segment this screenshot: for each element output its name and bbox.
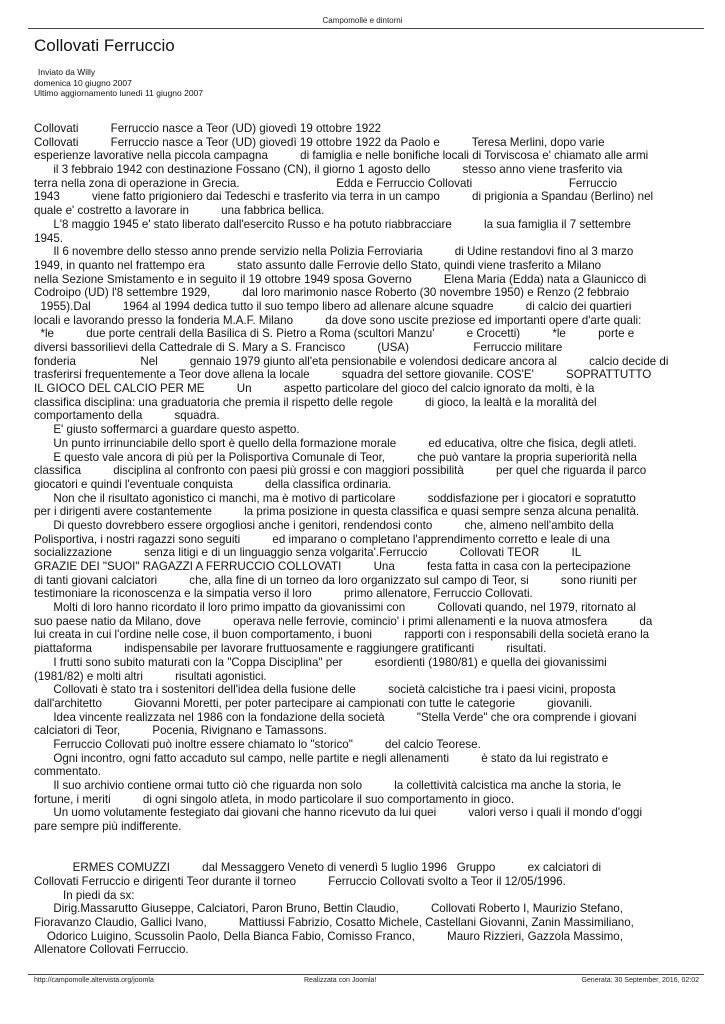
body-line: E questo vale ancora di più per la Polisportiva Comunale di Teor, che può vantare la propria superiorità nella	[34, 450, 637, 464]
header-divider	[28, 28, 704, 29]
body-line: pare sempre più indifferente.	[34, 820, 182, 834]
body-line: 1943 viene fatto prigioniero dai Tedeschi e trasferito via terra in un campo di prigionia a Spandau (Berlino) nel	[34, 190, 654, 204]
author-line: Inviato da Willy	[38, 67, 96, 77]
body-line	[34, 834, 725, 848]
body-line: E' giusto soffermarci a guardare questo aspetto.	[34, 423, 300, 437]
body-line: Allenatore Collovati Ferruccio.	[34, 943, 189, 957]
article-meta	[34, 67, 203, 99]
footer-made-with: Realizzata con Joomla!	[304, 977, 377, 984]
site-name: Campomolle e dintorni	[322, 16, 403, 25]
body-line: esperienze lavorative nella piccola campagna di famiglia e nelle bonifiche locali di Torviscosa e' chiamato alle armi	[34, 149, 649, 163]
body-line: il 3 febbraio 1942 con destinazione Fossano (CN), il giorno 1 agosto dello stesso anno viene trasferito via	[34, 163, 623, 177]
body-line: I frutti sono subito maturati con la "Coppa Disciplina" per esordienti (1980/81) e quella dei giovanissimi	[34, 655, 607, 669]
body-line	[34, 847, 725, 861]
body-line: Il suo archivio contiene ormai tutto ciò che riguarda non solo la collettività calcistica ma anche la storia, le	[34, 779, 622, 792]
body-line: Codroipo (UD) l'8 settembre 1929, dal loro marimonio nasce Roberto (30 novembre 1950) e Renzo (2 febbraio	[34, 286, 630, 300]
body-line: Collovati Ferruccio e dirigenti Teor durante il torneo Ferruccio Collovati svolto a Teor il 12/05/1996.	[34, 874, 566, 888]
footer-url: http://campomolle.altervista.org/joomla	[34, 977, 154, 984]
body-line: 1955).Dal 1964 al 1994 dedica tutto il suo tempo libero ad allenare alcune squadre di calcio dei quartieri	[34, 299, 632, 313]
body-line: Non che il risultato agonistico ci manchi, ma è motivo di particolare soddisfazione per i giocatori e sopratutto	[34, 491, 636, 505]
body-line: nella Sezione Smistamento e in seguito il 19 ottobre 1949 sposa Governo Elena Maria (Edda) nata a Glaunicco di	[34, 272, 647, 286]
body-line: 1945.	[34, 231, 64, 245]
body-line: giocatori e quindi l'eventuale conquista della classifica ordinaria.	[34, 477, 392, 491]
body-line: calciatori di Teor, Pocenia, Rivignano e Tamassons.	[34, 724, 327, 738]
body-line: 1949, in quanto nel frattempo era stato assunto dalle Ferrovie dello Stato, quindi viene trasferito a Milano	[34, 258, 602, 272]
body-line: *le due porte centrali della Basilica di S. Pietro a Roma (scultori Manzu' e Crocetti) *le porte e	[34, 327, 635, 341]
body-line: trasferirsi frequentemente a Teor dove allena la locale squadra del settore giovanile. COS'E' SOPRATTUTTO	[34, 368, 652, 382]
body-line: Il 6 novembre dello stesso anno prende servizio nella Polizia Ferroviaria di Udine restandovi fino al 3 marzo	[34, 245, 634, 259]
body-line: fonderia Nel gennaio 1979 giunto all'eta pensionabile e volendosi dedicare ancora al calcio decide di	[34, 354, 669, 368]
body-line: Ferruccio Collovati può inoltre essere chiamato lo "storico" del calcio Teorese.	[34, 737, 481, 751]
footer-divider	[28, 974, 704, 975]
body-line: In piedi da sx:	[34, 888, 135, 902]
body-line: di tanti giovani calciatori che, alla fine di un torneo da loro organizzato sul campo di Teor, si sono riuniti per	[34, 573, 637, 587]
article-title: Collovati Ferruccio	[34, 36, 175, 55]
body-line: classifica disciplina: una graduatoria che premia il rispetto delle regole di gioco, la lealtà e la moralità del	[34, 395, 597, 409]
publish-date: domenica 10 giugno 2007	[34, 77, 132, 88]
body-line: Un punto irrinunciabile dello sport è quello della formazione morale ed educativa, oltre che fisica, degli atleti.	[34, 436, 637, 450]
body-line: diversi bassorilievi della Cattedrale di S. Mary a S. Francisco (USA) Ferruccio militare	[34, 341, 563, 354]
body-line: testimoniare la riconoscenza e la simpatia verso il loro primo allenatore, Ferruccio Collovati.	[34, 587, 533, 601]
body-line: Polisportiva, i nostri ragazzi sono seguiti ed imparano o completano l'apprendimento corretto e leale di una	[34, 532, 610, 546]
body-line: L'8 maggio 1945 e' stato liberato dall'esercito Russo e ha potuto riabbracciare la sua famiglia il 7 settembre	[34, 217, 631, 231]
body-line: locali e lavorando presso la fonderia M.A.F. Milano da dove sono uscite preziose ed importanti opere d'arte quali:	[34, 313, 642, 327]
body-line: dall'architetto Giovanni Moretti, per poter partecipare ai campionati con tutte le categorie giovanili.	[34, 696, 593, 710]
body-line: per i dirigenti avere costantemente la prima posizione in questa classifica e quasi sempre senza alcuna penalità.	[34, 505, 640, 519]
body-line: Fioravanzo Claudio, Gallici Ivano, Mattiussi Fabrizio, Cosatto Michele, Castellani Giovanni, Zanin Massimiliano,	[34, 915, 634, 929]
body-line: piattaforma indispensabile per lavorare fruttuosamente e raggiungere gratificanti risultati.	[34, 642, 547, 656]
body-line: suo paese natio da Milano, dove operava nelle ferrovie, comincio' i primi allenamenti e la nuova atmosfera da	[34, 614, 653, 628]
body-line: IL GIOCO DEL CALCIO PER ME Un aspetto particolare del gioco del calcio ignorato da molti, è la	[34, 382, 595, 396]
body-line: comportamento della squadra.	[34, 409, 220, 423]
body-line: quale e' costretto a lavorare in una fabbrica bellica.	[34, 204, 325, 218]
body-line: Un uomo volutamente festegiato dai giovani che hanno ricevuto da lui quei valori verso i quali il mondo d'oggi	[34, 806, 643, 820]
body-line: commentato.	[34, 765, 102, 779]
body-line: Odorico Luigino, Scussolin Paolo, Della Bianca Fabio, Comisso Franco, Mauro Rizzieri, Gazzola Massimo,	[34, 929, 623, 943]
footer-generated: Generata: 30 September, 2016, 02:02	[581, 977, 699, 984]
body-line: lui creata in cui l'ordine nelle cose, il buon comportamento, i buoni rapporti con i responsabili della società erano la	[34, 628, 650, 642]
body-line: classifica disciplina al confronto con paesi più grossi e con maggiori possibilità per quel che riguarda il parco	[34, 464, 647, 478]
body-line: fortune, i meriti di ogni singolo atleta, in modo particolare il suo comportamento in gioco.	[34, 792, 515, 806]
body-line: Idea vincente realizzata nel 1986 con la fondazione della società "Stella Verde" che ora comprende i giovani	[34, 710, 637, 724]
body-line: Ogni incontro, ogni fatto accaduto sul campo, nelle partite e negli allenamenti è stato da lui registrato e	[34, 751, 609, 765]
article-body	[34, 122, 725, 957]
body-line: (1981/82) e molti altri risultati agonistici.	[34, 669, 267, 683]
body-line: Collovati è stato tra i sostenitori dell'idea della fusione delle società calcistiche tra i paesi vicini, proposta	[34, 683, 616, 697]
body-line: Dirig.Massarutto Giuseppe, Calciatori, Paron Bruno, Bettin Claudio, Collovati Roberto I, Maurizio Stefano,	[34, 902, 623, 916]
body-line: Di questo dovrebbero essere orgogliosi anche i genitori, rendendosi conto che, almeno nell'ambito della	[34, 518, 614, 532]
body-line: Molti di loro hanno ricordato il loro primo impatto da giovanissimi con Collovati quando, nel 1979, ritornato al	[34, 601, 636, 615]
body-line: Collovati Ferruccio nasce a Teor (UD) giovedì 19 ottobre 1922	[34, 122, 382, 135]
body-line: terra nella zona di operazione in Grecia. Edda e Ferruccio Collovati Ferruccio	[34, 176, 618, 190]
update-date: Ultimo aggiornamento lunedì 11 giugno 2007	[34, 88, 204, 98]
body-line: Collovati Ferruccio nasce a Teor (UD) giovedì 19 ottobre 1922 da Paolo e Teresa Merlini, dopo varie	[34, 135, 605, 149]
body-line: GRAZIE DEI "SUOI" RAGAZZI A FERRUCCIO COLLOVATI Una festa fatta in casa con la pertecipazione	[34, 560, 631, 573]
body-line: ERMES COMUZZI dal Messaggero Veneto di venerdì 5 luglio 1996 Gruppo ex calciatori di	[34, 861, 602, 875]
body-line: socializzazione senza litigi e di un linguaggio senza volgarita'.Ferruccio Collovati TEOR IL	[34, 546, 582, 560]
